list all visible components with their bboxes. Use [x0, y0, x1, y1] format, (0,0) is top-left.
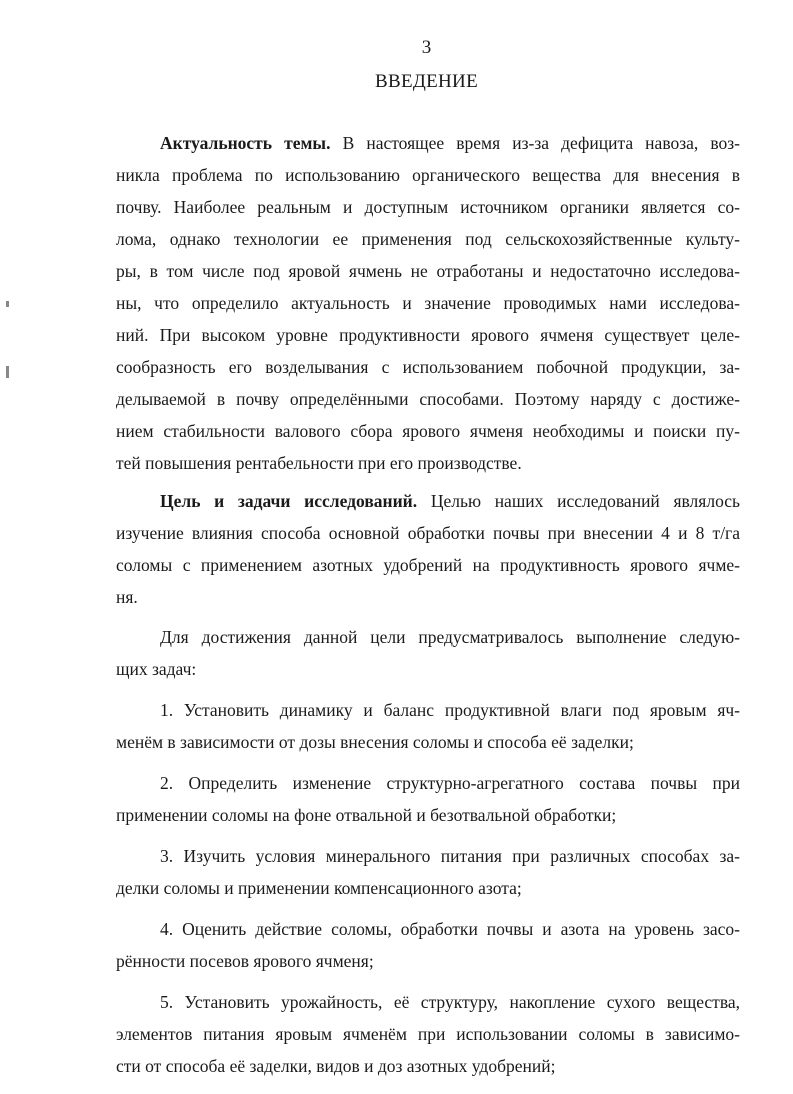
task-item: [116, 840, 740, 904]
text-line: Актуальность темы. В настоящее время из-за дефицита навоза, воз-: [160, 133, 740, 153]
text-line: 3. Изучить условия минерального питания при различных способах за-: [160, 846, 740, 866]
text-line: сообразность его возделывания с использованием побочной продукции, за-: [116, 357, 740, 377]
text-line: изучение влияния способа основной обработки почвы при внесении 4 и 8 т/га: [116, 523, 740, 543]
text-line: 5. Установить урожайность, её структуру, накопление сухого вещества,: [160, 992, 740, 1012]
text-line: Для достижения данной цели предусматривалось выполнение следую-: [160, 627, 740, 647]
text-line: соломы с применением азотных удобрений на продуктивность ярового ячме-: [116, 555, 740, 575]
text-line: тей повышения рентабельности при его производстве.: [116, 453, 522, 473]
relevance-label: Актуальность темы.: [160, 133, 331, 153]
goal-paragraph: [116, 485, 740, 613]
text-line: лома, однако технологии ее применения под сельскохозяйственные культу-: [116, 229, 740, 249]
text-line: менём в зависимости от дозы внесения соломы и способа её заделки;: [116, 732, 634, 752]
text-line: 1. Установить динамику и баланс продуктивной влаги под яровым яч-: [160, 700, 740, 720]
text-line: 2. Определить изменение структурно-агрегатного состава почвы при: [160, 773, 740, 793]
task-item: [116, 767, 740, 831]
text-line: ры, в том числе под яровой ячмень не отработаны и недостаточно исследова-: [116, 261, 740, 281]
goal-label: Цель и задачи исследований.: [160, 491, 418, 511]
text-line: 4. Оценить действие соломы, обработки почвы и азота на уровень засо-: [160, 919, 740, 939]
task-item: [116, 986, 740, 1082]
text-line: почву. Наиболее реальным и доступным источником органики является со-: [116, 197, 740, 217]
task-item: [116, 694, 740, 758]
text-line: рённости посевов ярового ячменя;: [116, 951, 374, 971]
text-line: элементов питания яровым ячменём при использовании соломы в зависимо-: [116, 1024, 740, 1044]
relevance-paragraph: [116, 127, 740, 479]
text-line: ня.: [116, 587, 138, 607]
text-line: ний. При высоком уровне продуктивности ярового ячменя существует целе-: [116, 325, 740, 345]
text-line: ны, что определило актуальность и значение проводимых нами исследова-: [116, 293, 740, 313]
text-line: щих задач:: [116, 659, 197, 679]
tasks-intro-paragraph: [116, 621, 740, 685]
text-line: никла проблема по использованию органического вещества для внесения в: [116, 165, 740, 185]
task-item: [116, 913, 740, 977]
text-line: применении соломы на фоне отвальной и безотвальной обработки;: [116, 805, 617, 825]
body-text: [116, 127, 740, 1082]
text-line: делки соломы и применении компенсационного азота;: [116, 878, 522, 898]
section-heading: ВВЕДЕНИЕ: [375, 71, 478, 92]
page-number: 3: [421, 37, 432, 58]
scan-margin-mark: [6, 301, 9, 307]
text-line: Цель и задачи исследований. Целью наших исследований являлось: [160, 491, 741, 511]
text-line: сти от способа её заделки, видов и доз азотных удобрений;: [116, 1056, 556, 1076]
text-line: нием стабильности валового сбора ярового ячменя необходимы и поиски пу-: [116, 421, 740, 441]
scan-margin-mark: [6, 366, 9, 378]
text-line: делываемой в почву определёнными способами. Поэтому наряду с достиже-: [116, 389, 740, 409]
